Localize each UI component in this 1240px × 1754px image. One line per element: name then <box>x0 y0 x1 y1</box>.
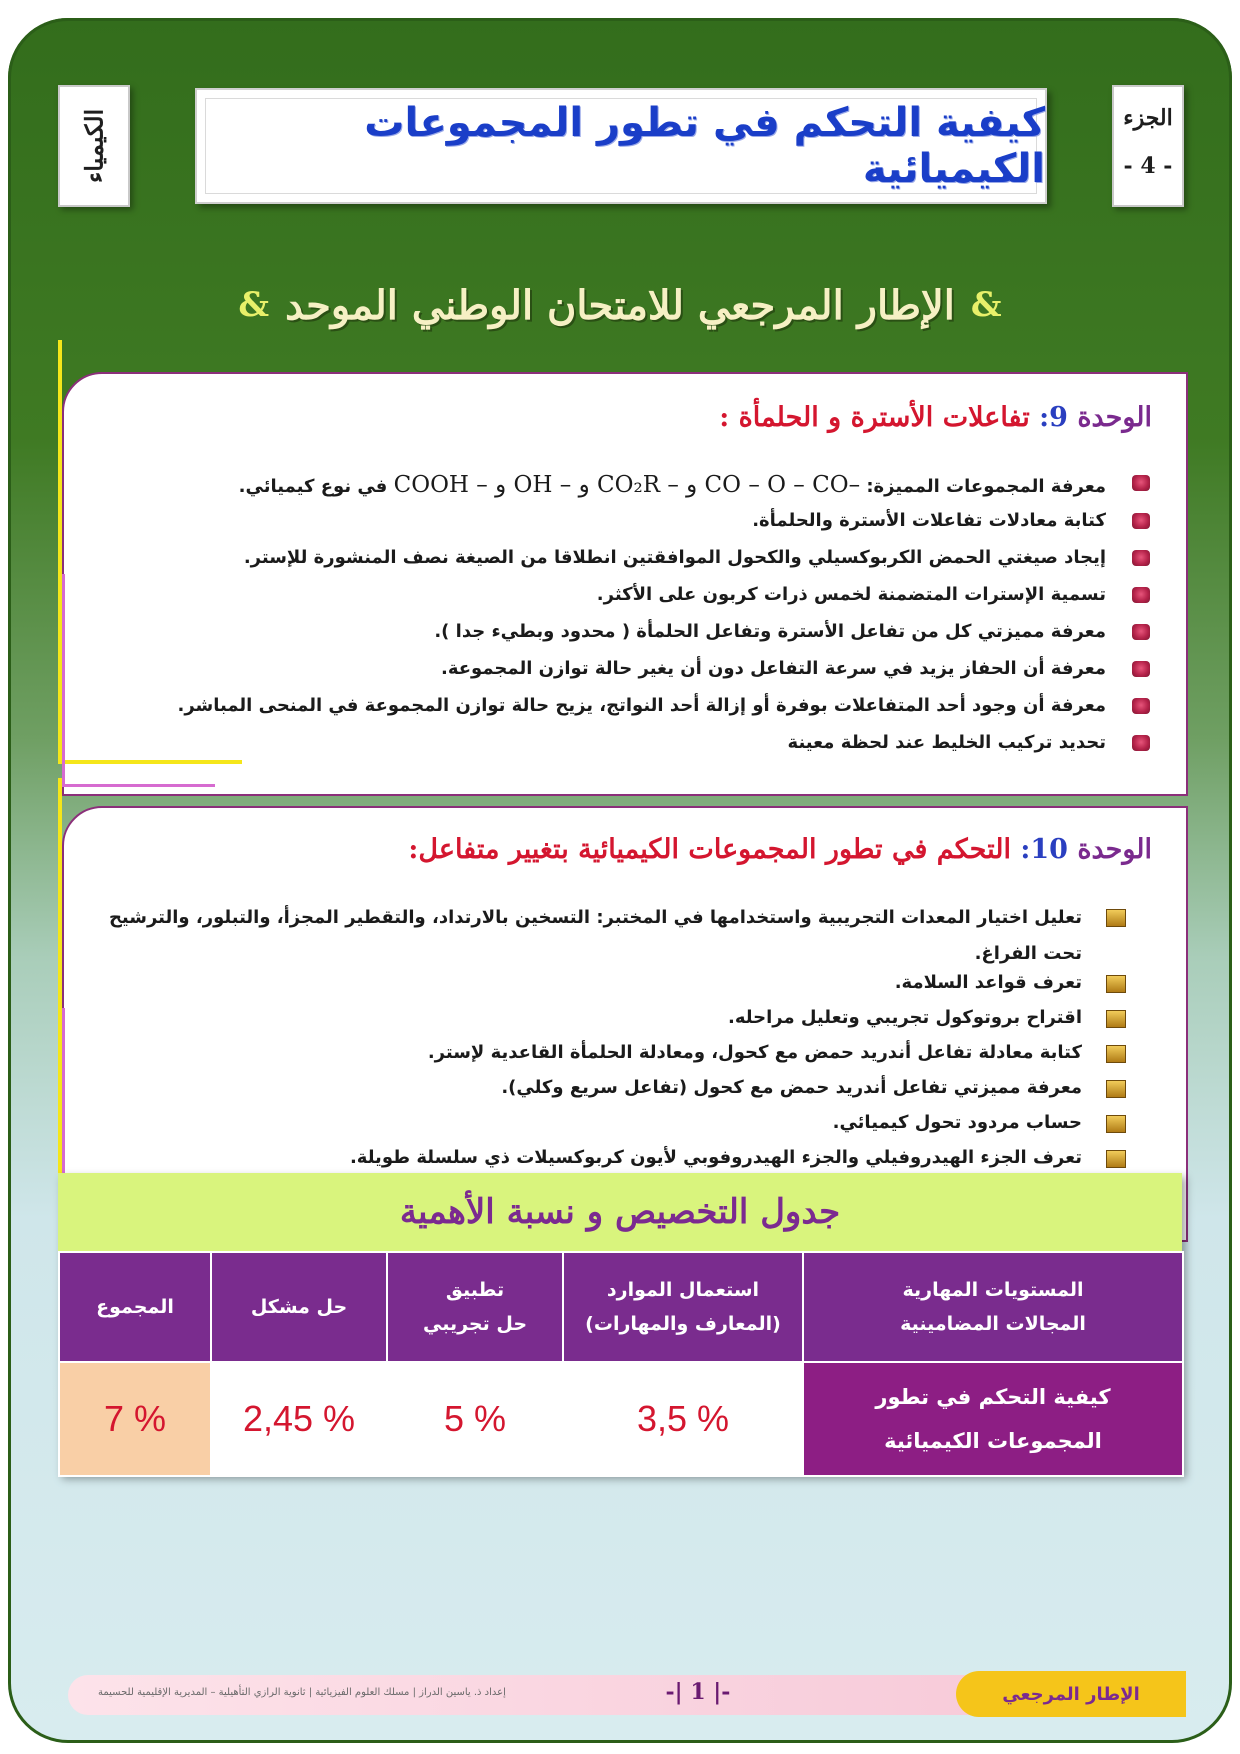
part-label: الجزء <box>1123 105 1173 131</box>
rose-bullet-icon <box>1132 550 1150 566</box>
header-application: تطبيق حل تجريبي <box>387 1252 563 1362</box>
section-heading-text: الإطار المرجعي للامتحان الوطني الموحد <box>285 281 955 329</box>
list-item: معرفة أن وجود أحد المتفاعلات بوفرة أو إزالة أحد النواتج، يزيح حالة توازن المجموعة في المنحى المباشر. <box>104 695 1106 732</box>
list-item: معرفة مميزتي كل من تفاعل الأسترة وتفاعل الحلمأة ( محدود وبطيء جدا ). <box>104 621 1106 658</box>
rose-bullet-icon <box>1132 624 1150 640</box>
subject-tab <box>58 85 130 207</box>
part-number: - 4 - <box>1123 153 1173 179</box>
unit-10-title: الوحدة 10: التحكم في تطور المجموعات الكيميائية بتغيير متفاعل: <box>408 834 1152 865</box>
table-header-row <box>59 1252 1183 1362</box>
box-bullet-icon <box>1106 1080 1126 1098</box>
box-bullet-icon <box>1106 1115 1126 1133</box>
subject-label: الكيمياء <box>79 108 109 184</box>
list-item: تعرف قواعد السلامة. <box>92 972 1082 1007</box>
unit-10-list <box>92 900 1082 1217</box>
cell-domain: كيفية التحكم في تطور المجموعات الكيميائية <box>803 1362 1183 1476</box>
allocation-grid <box>58 1251 1184 1477</box>
unit-9-list <box>104 472 1106 769</box>
list-item: إيجاد صيغتي الحمض الكربوكسيلي والكحول الموافقتين انطلاقا من الصيغة نصف المنشورة للإستر. <box>104 547 1106 584</box>
title-banner <box>195 88 1047 204</box>
header-total: المجموع <box>59 1252 211 1362</box>
box-bullet-icon <box>1106 909 1126 927</box>
part-tab <box>1112 85 1184 207</box>
list-item: تسمية الإسترات المتضمنة لخمس ذرات كربون على الأكثر. <box>104 584 1106 621</box>
list-item: معرفة أن الحفاز يزيد في سرعة التفاعل دون أن يغير حالة توازن المجموعة. <box>104 658 1106 695</box>
header-resources: استعمال الموارد (المعارف والمهارات) <box>563 1252 803 1362</box>
rose-bullet-icon <box>1132 475 1150 491</box>
rose-bullet-icon <box>1132 587 1150 603</box>
box-bullet-icon <box>1106 1150 1126 1168</box>
cell-total: 7 % <box>59 1362 211 1476</box>
list-item: حساب مردود تحول كيميائي. <box>92 1112 1082 1147</box>
rose-bullet-icon <box>1132 661 1150 677</box>
header-levels: المستويات المهارية المجالات المضامينية <box>803 1252 1183 1362</box>
footer <box>68 1675 1178 1715</box>
allocation-table <box>58 1173 1182 1475</box>
table-title: جدول التخصيص و نسبة الأهمية <box>58 1173 1182 1251</box>
box-bullet-icon <box>1106 1010 1126 1028</box>
unit-9-title: الوحدة 9: تفاعلات الأسترة و الحلمأة : <box>719 402 1152 433</box>
page-number: -| 1 |- <box>665 1679 731 1705</box>
cell-problem: 2,45 % <box>211 1362 387 1476</box>
box-bullet-icon <box>1106 1045 1126 1063</box>
footer-credit: إعداد ذ. ياسين الدراز | مسلك العلوم الفيزيائية | ثانوية الرازي التأهيلية – المديرية الإقليمية للحسيمة <box>98 1687 506 1698</box>
header-problem: حل مشكل <box>211 1252 387 1362</box>
list-item: تحديد تركيب الخليط عند لحظة معينة <box>104 732 1106 769</box>
list-item: كتابة معادلة تفاعل أندريد حمض مع كحول، ومعادلة الحلمأة القاعدية لإستر. <box>92 1042 1082 1077</box>
functional-groups-formula: COOH – و OH – و CO₂R – و CO – O – CO– <box>393 472 861 498</box>
list-item: تعليل اختيار المعدات التجريبية واستخدامها في المختبر: التسخين بالارتداد، والتقطير المجزأ، والتبلور، والترشيح تحت الفراغ. <box>92 900 1082 972</box>
box-bullet-icon <box>1106 975 1126 993</box>
rose-bullet-icon <box>1132 698 1150 714</box>
footer-tag: الإطار المرجعي <box>956 1671 1186 1717</box>
list-item: تعرف الجزء الهيدروفيلي والجزء الهيدروفوبي لأيون كربوكسيلات ذي سلسلة طويلة. <box>92 1147 1082 1182</box>
cell-resources: 3,5 % <box>563 1362 803 1476</box>
list-item: اقتراح بروتوكول تجريبي وتعليل مراحله. <box>92 1007 1082 1042</box>
ornament-left-icon: & <box>238 285 270 325</box>
table-row <box>59 1362 1183 1476</box>
ornament-right-icon: & <box>970 285 1002 325</box>
list-item: كتابة معادلات تفاعلات الأسترة والحلمأة. <box>104 510 1106 547</box>
section-heading <box>220 275 1020 335</box>
unit-9-card <box>62 372 1188 796</box>
cell-application: 5 % <box>387 1362 563 1476</box>
rose-bullet-icon <box>1132 735 1150 751</box>
rose-bullet-icon <box>1132 513 1150 529</box>
list-item: معرفة مميزتي تفاعل أندريد حمض مع كحول (تفاعل سريع وكلي). <box>92 1077 1082 1112</box>
page-title: كيفية التحكم في تطور المجموعات الكيميائية <box>364 100 1045 192</box>
list-item: معرفة المجموعات المميزة: COOH – و OH – و CO₂R – و CO – O – CO– في نوع كيميائي. <box>104 472 1106 510</box>
